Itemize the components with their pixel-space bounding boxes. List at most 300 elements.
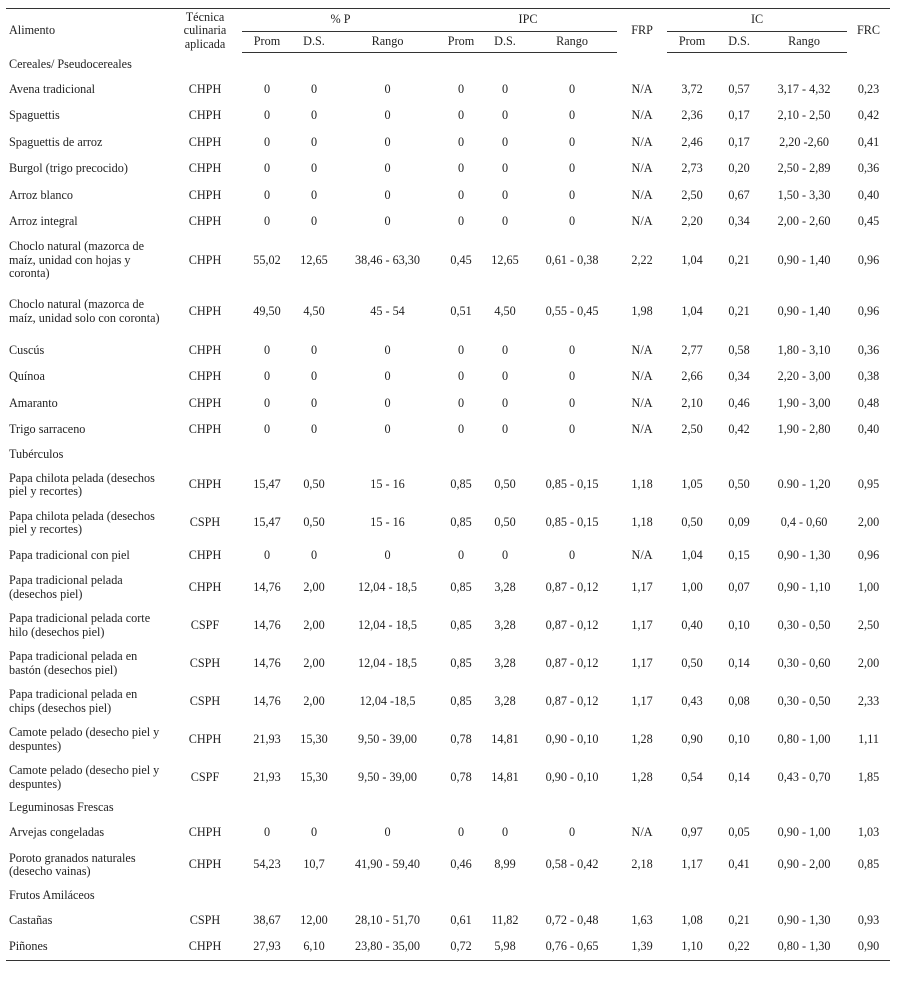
- cell-ipc-prom: 0: [457, 547, 465, 562]
- cell-p-rango: 28,10 - 51,70: [355, 912, 420, 927]
- table-row: [6, 721, 890, 759]
- cell-p-prom: 0: [263, 81, 271, 96]
- cell-ipc-prom: 0,72: [439, 934, 483, 961]
- cell-alimento: Cuscús: [9, 342, 45, 357]
- cell-ipc-ds: 0: [501, 134, 509, 149]
- cell-frp: N/A: [631, 395, 653, 410]
- cell-ipc-ds: 12,65: [491, 252, 519, 267]
- cell-p-rango: 9,50 - 39,00: [358, 769, 417, 784]
- header-ipc-rango: Rango: [527, 32, 617, 53]
- cell-ic-prom: 2,50: [681, 422, 703, 436]
- cell-ipc-prom: 0,45: [450, 252, 472, 267]
- cell-ipc-ds: 0: [501, 825, 509, 839]
- cell-frp: N/A: [631, 214, 653, 228]
- cell-ic-ds: 0,57: [728, 81, 750, 96]
- cell-ic-rango: 2,00 - 2,60: [777, 214, 831, 228]
- cell-p-prom: 0: [263, 161, 271, 175]
- cell-tecnica: CSPH: [189, 693, 221, 708]
- cell-ic-ds: 0,10: [728, 731, 750, 746]
- cell-ic-rango: 0,30 - 0,50: [777, 693, 831, 708]
- table-row: [6, 820, 890, 847]
- cell-frp: N/A: [631, 342, 653, 357]
- cell-p-prom: 14,76: [253, 617, 281, 632]
- header-ipc-prom: Prom: [439, 32, 483, 53]
- cell-p-ds: 4,50: [303, 303, 325, 318]
- cell-ipc-rango: 0: [568, 108, 576, 122]
- cell-p-ds: 2,00: [303, 693, 325, 708]
- cell-p-prom: 0: [263, 422, 271, 436]
- cell-ic-prom: 2,36: [681, 108, 703, 122]
- cell-frp: 1,28: [631, 769, 653, 784]
- cell-frc: 1,00: [857, 579, 880, 594]
- cell-tecnica: CHPH: [188, 395, 222, 410]
- cell-ipc-rango: 0: [568, 81, 576, 96]
- cell-ipc-prom: 0: [457, 395, 465, 410]
- cell-frp: 1,18: [631, 515, 653, 530]
- cell-p-prom: 15,47: [253, 515, 281, 530]
- cell-p-prom: 0: [263, 108, 271, 122]
- cell-alimento: Amaranto: [9, 395, 58, 410]
- table-row: [6, 683, 890, 721]
- cell-tecnica: CHPH: [188, 477, 222, 492]
- cell-tecnica: CHPH: [188, 857, 222, 872]
- cell-frc: 0,40: [857, 422, 880, 436]
- cell-tecnica: CSPH: [189, 655, 221, 670]
- cell-tecnica: CSPH: [189, 912, 221, 927]
- cell-ipc-ds: 3,28: [494, 693, 516, 708]
- cell-ic-rango: 0,80 - 1,00: [777, 731, 831, 746]
- cell-tecnica: CHPH: [188, 342, 222, 357]
- cell-ipc-rango: 0: [568, 161, 576, 175]
- table-header: [6, 9, 890, 53]
- cell-p-rango: 0: [384, 187, 391, 202]
- header-alimento: Alimento: [6, 9, 168, 53]
- cell-alimento: Camote pelado (desecho piel y despuntes): [9, 725, 160, 753]
- cell-ic-ds: 0,17: [728, 108, 750, 122]
- cell-frc: 0,96: [857, 303, 880, 318]
- header-p: % P: [242, 9, 439, 32]
- cell-ipc-prom: 0,85: [450, 579, 472, 594]
- cell-tecnica: CHPH: [188, 369, 222, 383]
- cell-frp: N/A: [631, 547, 653, 562]
- cell-ic-ds: 0,22: [717, 934, 761, 961]
- cell-ipc-prom: 0: [457, 81, 465, 96]
- cell-ipc-rango: 0,58 - 0,42: [545, 857, 599, 872]
- cell-tecnica: CSPH: [189, 515, 221, 530]
- cell-ipc-ds: 11,82: [491, 912, 519, 927]
- cell-frp: 1,17: [631, 693, 653, 708]
- cell-ipc-ds: 0: [501, 342, 509, 357]
- cell-p-rango: 12,04 - 18,5: [358, 617, 417, 632]
- cell-ic-ds: 0,14: [728, 769, 750, 784]
- cell-ipc-ds: 0,50: [494, 477, 516, 492]
- cell-ipc-prom: 0,46: [450, 857, 472, 872]
- cell-p-ds: 0: [310, 395, 318, 410]
- cell-frc: 0,36: [857, 342, 880, 357]
- cell-alimento: Papa chilota pelada (desechos piel y recortes): [9, 508, 155, 536]
- cell-ic-rango: 0,30 - 0,60: [777, 655, 831, 670]
- table-row: [6, 466, 890, 504]
- cell-frc: 1,03: [857, 825, 880, 839]
- header-ipc-ds: D.S.: [483, 32, 527, 53]
- cell-ipc-prom: 0,85: [450, 655, 472, 670]
- table-row: [6, 759, 890, 797]
- cell-frc: 0,36: [857, 161, 880, 175]
- cell-p-prom: 0: [263, 342, 271, 357]
- cell-ipc-prom: 0,78: [450, 769, 472, 784]
- cell-ipc-prom: 0: [457, 342, 465, 357]
- cell-p-ds: 0,50: [303, 477, 325, 492]
- cell-ic-rango: 1,80 - 3,10: [777, 342, 831, 357]
- table-row: [6, 846, 890, 884]
- cell-ic-rango: 0,4 - 0,60: [780, 515, 828, 530]
- cell-ipc-prom: 0,51: [450, 303, 472, 318]
- cell-ic-prom: 1,04: [681, 547, 703, 562]
- cell-ipc-prom: 0,85: [450, 617, 472, 632]
- cell-p-rango: 0: [384, 422, 391, 436]
- cell-p-prom: 27,93: [242, 934, 292, 961]
- cell-frc: 1,11: [858, 731, 879, 746]
- cell-p-prom: 14,76: [253, 693, 281, 708]
- cell-p-ds: 0: [310, 825, 318, 839]
- cell-frc: 0,41: [857, 134, 880, 149]
- cell-ic-rango: 1,90 - 3,00: [777, 395, 831, 410]
- cell-p-ds: 0: [310, 187, 318, 202]
- cell-p-ds: 0: [310, 161, 318, 175]
- cell-ipc-ds: 0: [501, 547, 509, 562]
- cell-ic-ds: 0,08: [728, 693, 750, 708]
- cell-p-ds: 0: [310, 342, 318, 357]
- cell-ic-prom: 2,50: [681, 187, 703, 202]
- cell-ipc-ds: 8,99: [494, 857, 516, 872]
- cell-p-ds: 0: [310, 134, 318, 149]
- cell-p-ds: 0: [310, 369, 318, 383]
- cell-p-rango: 0: [384, 369, 391, 383]
- table-row: [6, 504, 890, 542]
- cell-p-prom: 21,93: [253, 769, 281, 784]
- cell-alimento: Choclo natural (mazorca de maíz, unidad con hojas y coronta): [9, 239, 145, 281]
- cell-ic-rango: 0,90 - 1,40: [777, 252, 831, 267]
- cell-p-ds: 12,65: [300, 252, 328, 267]
- cell-frp: N/A: [631, 825, 653, 839]
- cell-ic-prom: 0,40: [681, 617, 703, 632]
- cell-ic-ds: 0,10: [728, 617, 750, 632]
- cell-alimento: Arroz integral: [9, 214, 78, 228]
- header-p-ds: D.S.: [292, 32, 336, 53]
- cell-ic-rango: 0,43 - 0,70: [777, 769, 831, 784]
- cell-ic-prom: 3,72: [681, 81, 703, 96]
- cell-p-prom: 54,23: [253, 857, 281, 872]
- cell-ic-ds: 0,67: [728, 187, 750, 202]
- cell-tecnica: CHPH: [188, 825, 222, 839]
- cell-p-rango: 0: [384, 342, 391, 357]
- cell-ipc-prom: 0: [457, 214, 465, 228]
- header-ic-ds: D.S.: [717, 32, 761, 53]
- cell-ic-ds: 0,50: [728, 477, 750, 492]
- table-row: [6, 390, 890, 417]
- cell-ipc-ds: 0: [501, 369, 509, 383]
- table-row: [6, 364, 890, 391]
- cell-ipc-prom: 0,85: [450, 693, 472, 708]
- cell-ipc-rango: 0,87 - 0,12: [545, 693, 599, 708]
- cell-p-prom: 49,50: [253, 303, 281, 318]
- cell-ic-prom: 0,90: [681, 731, 703, 746]
- cell-p-ds: 0: [310, 108, 318, 122]
- cell-p-prom: 21,93: [253, 731, 281, 746]
- cell-alimento: Avena tradicional: [9, 81, 96, 96]
- cell-frp: 1,98: [631, 303, 653, 318]
- cell-ipc-prom: 0,85: [450, 477, 472, 492]
- table-row: [6, 417, 890, 444]
- cell-p-rango: 12,04 -18,5: [359, 693, 416, 708]
- cell-tecnica: CHPH: [188, 252, 222, 267]
- cell-ic-ds: 0,41: [728, 857, 750, 872]
- cell-ipc-ds: 0: [501, 395, 509, 410]
- cell-tecnica: CHPH: [188, 214, 222, 228]
- cell-p-rango: 0: [384, 825, 391, 839]
- cell-ic-prom: 1,00: [681, 579, 703, 594]
- cell-ipc-prom: 0: [457, 108, 465, 122]
- cell-frp: 2,22: [631, 252, 653, 267]
- cell-p-prom: 55,02: [253, 252, 281, 267]
- cell-ic-ds: 0,15: [728, 547, 750, 562]
- cell-alimento: Choclo natural (mazorca de maíz, unidad solo con coronta): [9, 297, 160, 325]
- cell-ipc-ds: 0: [501, 161, 509, 175]
- table-row: [6, 209, 890, 236]
- cell-ic-prom: 2,66: [681, 369, 703, 383]
- cell-ipc-rango: 0,87 - 0,12: [545, 655, 599, 670]
- cell-frc: 2,50: [857, 617, 880, 632]
- section-title: Leguminosas Frescas: [9, 800, 114, 815]
- cell-p-rango: 0: [384, 214, 391, 228]
- cell-tecnica: CSPF: [190, 617, 220, 632]
- cell-p-ds: 0: [310, 547, 318, 562]
- cell-p-ds: 6,10: [292, 934, 336, 961]
- cell-ipc-prom: 0: [457, 422, 465, 436]
- cell-ipc-ds: 0: [501, 214, 509, 228]
- cell-ipc-ds: 4,50: [494, 303, 516, 318]
- cell-tecnica: CHPH: [168, 934, 242, 961]
- cell-frp: 1,17: [631, 655, 653, 670]
- cell-frp: N/A: [631, 81, 653, 96]
- cell-p-ds: 15,30: [300, 769, 328, 784]
- cell-ic-rango: 0,90 - 1,30: [777, 547, 831, 562]
- cell-ipc-rango: 0,72 - 0,48: [545, 912, 599, 927]
- cell-ipc-rango: 0,87 - 0,12: [545, 617, 599, 632]
- cell-ic-prom: 0,50: [681, 515, 703, 530]
- cell-ipc-ds: 0: [501, 81, 509, 96]
- cell-ic-ds: 0,46: [728, 395, 750, 410]
- cell-alimento: Arvejas congeladas: [9, 825, 105, 839]
- cell-ic-ds: 0,34: [728, 214, 750, 228]
- cell-ipc-rango: 0: [568, 187, 576, 202]
- cell-p-ds: 0: [310, 422, 318, 436]
- cell-ic-rango: 2,20 -2,60: [779, 134, 829, 149]
- cell-p-rango: 9,50 - 39,00: [358, 731, 417, 746]
- cell-frp: N/A: [631, 108, 653, 122]
- cell-ipc-ds: 14,81: [491, 731, 519, 746]
- header-ic-prom: Prom: [667, 32, 717, 53]
- cell-ipc-ds: 3,28: [494, 617, 516, 632]
- cell-frc: 0,48: [857, 395, 880, 410]
- section-title: Cereales/ Pseudocereales: [9, 56, 132, 71]
- cell-ic-rango: 3,17 - 4,32: [777, 81, 831, 96]
- cell-ic-prom: 2,46: [681, 134, 703, 149]
- cell-tecnica: CHPH: [188, 134, 222, 149]
- cell-frc: 0,96: [857, 252, 880, 267]
- cell-p-rango: 0: [384, 547, 391, 562]
- cell-ipc-ds: 0: [501, 108, 509, 122]
- header-p-rango: Rango: [336, 32, 439, 53]
- cell-p-ds: 0,50: [303, 515, 325, 530]
- section-title: Tubérculos: [9, 446, 64, 461]
- cell-p-rango: 41,90 - 59,40: [355, 857, 420, 872]
- cell-ic-prom: 2,10: [681, 395, 703, 410]
- section-header-row: [6, 797, 890, 820]
- cell-alimento: Burgol (trigo precocido): [9, 161, 128, 175]
- header-frc: FRC: [847, 9, 890, 53]
- cell-alimento: Papa tradicional pelada corte hilo (desechos piel): [9, 611, 151, 639]
- cell-p-prom: 0: [263, 547, 271, 562]
- cell-ipc-prom: 0: [457, 825, 465, 839]
- cell-frc: 0,85: [857, 857, 880, 872]
- cell-tecnica: CHPH: [188, 81, 222, 96]
- header-ipc: IPC: [439, 9, 617, 32]
- cell-alimento: Spaguettis: [9, 108, 60, 122]
- cell-p-rango: 0: [384, 395, 391, 410]
- cell-p-rango: 0: [384, 108, 391, 122]
- cell-ic-ds: 0,09: [728, 515, 750, 530]
- cell-p-prom: 14,76: [253, 655, 281, 670]
- cell-tecnica: CHPH: [188, 161, 222, 175]
- cell-p-ds: 10,7: [303, 857, 325, 872]
- cell-alimento: Papa tradicional pelada (desechos piel): [9, 573, 123, 601]
- cell-p-rango: 0: [384, 81, 391, 96]
- header-frp: FRP: [617, 9, 667, 53]
- cell-frc: 0,96: [857, 547, 880, 562]
- table-row: [6, 542, 890, 569]
- cell-ic-rango: 2,50 - 2,89: [777, 161, 831, 175]
- cell-p-prom: 0: [263, 395, 271, 410]
- cell-alimento: Papa chilota pelada (desechos piel y recortes): [9, 470, 155, 498]
- section-header-row: [6, 53, 890, 77]
- cell-ic-rango: 1,90 - 2,80: [777, 422, 831, 436]
- cell-frp: 1,18: [631, 477, 653, 492]
- cell-ic-prom: 2,77: [681, 342, 703, 357]
- cell-alimento: Papa tradicional pelada en chips (desechos piel): [9, 687, 138, 715]
- table-row: [6, 607, 890, 645]
- cell-p-prom: 0: [263, 214, 271, 228]
- cell-ic-ds: 0,21: [728, 912, 750, 927]
- table-body: [6, 53, 890, 961]
- cell-ipc-rango: 0,85 - 0,15: [545, 515, 599, 530]
- cell-ic-rango: 0,90 - 2,00: [777, 857, 831, 872]
- cell-ic-rango: 2,20 - 3,00: [777, 369, 831, 383]
- cell-p-rango: 0: [384, 161, 391, 175]
- header-p-prom: Prom: [242, 32, 292, 53]
- cell-p-ds: 2,00: [303, 579, 325, 594]
- cell-frc: 2,00: [857, 655, 880, 670]
- cell-alimento: Papa tradicional pelada en bastón (desechos piel): [9, 649, 138, 677]
- cell-ipc-rango: 0: [568, 395, 576, 410]
- table-row: [6, 934, 890, 961]
- cell-ic-prom: 1,17: [681, 857, 703, 872]
- cell-ic-ds: 0,21: [728, 252, 750, 267]
- cell-ic-rango: 0,90 - 1,00: [777, 825, 831, 839]
- cell-p-rango: 38,46 - 63,30: [355, 252, 420, 267]
- cell-ipc-rango: 0: [568, 134, 576, 149]
- cell-alimento: Spaguettis de arroz: [9, 134, 103, 149]
- cell-ipc-rango: 0: [568, 369, 576, 383]
- cell-ic-prom: 0,54: [681, 769, 703, 784]
- cell-ipc-rango: 0,90 - 0,10: [545, 731, 599, 746]
- cell-ic-prom: 0,43: [681, 693, 703, 708]
- table-row: [6, 337, 890, 364]
- cell-ic-ds: 0,17: [728, 134, 750, 149]
- cell-p-prom: 0: [263, 369, 271, 383]
- cell-p-rango: 45 - 54: [370, 303, 405, 318]
- cell-ipc-rango: 0: [568, 547, 576, 562]
- cell-p-ds: 12,00: [300, 912, 328, 927]
- table-row: [6, 569, 890, 607]
- cell-frp: N/A: [631, 161, 653, 175]
- cell-frc: 0,90: [847, 934, 890, 961]
- cell-ipc-prom: 0: [457, 161, 465, 175]
- cell-alimento: Papa tradicional con piel: [9, 547, 130, 562]
- cell-ipc-prom: 0: [457, 187, 465, 202]
- cell-ic-prom: 2,20: [681, 214, 703, 228]
- cell-ipc-rango: 0: [568, 825, 576, 839]
- cell-ic-ds: 0,21: [728, 303, 750, 318]
- cell-alimento: Arroz blanco: [9, 187, 73, 202]
- cell-ipc-rango: 0,76 - 0,65: [527, 934, 617, 961]
- cell-ipc-prom: 0,85: [450, 515, 472, 530]
- table-row: [6, 645, 890, 683]
- cell-p-prom: 14,76: [253, 579, 281, 594]
- cell-ic-prom: 1,04: [681, 252, 703, 267]
- cell-ic-ds: 0,58: [728, 342, 750, 357]
- cell-ipc-rango: 0: [568, 214, 576, 228]
- cell-ic-rango: 0,90 - 1,10: [777, 579, 831, 594]
- cell-frp: N/A: [631, 134, 653, 149]
- cell-frc: 0,38: [857, 369, 880, 383]
- cell-p-rango: 15 - 16: [370, 477, 405, 492]
- cell-ic-ds: 0,34: [728, 369, 750, 383]
- cell-ipc-prom: 0,78: [450, 731, 472, 746]
- cell-tecnica: CHPH: [188, 731, 222, 746]
- cell-ic-rango: 0,90 - 1,30: [777, 912, 831, 927]
- cell-ic-rango: 2,10 - 2,50: [777, 108, 831, 122]
- cell-ic-prom: 1,04: [681, 303, 703, 318]
- table-row: [6, 76, 890, 103]
- cell-ic-prom: 0,97: [681, 825, 703, 839]
- cell-ic-prom: 1,08: [681, 912, 703, 927]
- header-tecnica: Técnica culinaria aplicada: [168, 9, 242, 53]
- data-table: [6, 8, 890, 961]
- cell-frc: 1,85: [857, 769, 880, 784]
- cell-frc: 0,45: [857, 214, 880, 228]
- cell-p-ds: 0: [310, 81, 318, 96]
- cell-ic-rango: 0,90 - 1,40: [777, 303, 831, 318]
- cell-p-rango: 12,04 - 18,5: [358, 579, 417, 594]
- cell-ipc-prom: 0: [457, 369, 465, 383]
- cell-p-prom: 38,67: [253, 912, 281, 927]
- cell-ipc-rango: 0,61 - 0,38: [545, 252, 599, 267]
- cell-p-ds: 2,00: [303, 617, 325, 632]
- cell-tecnica: CSPF: [190, 769, 220, 784]
- cell-alimento: Camote pelado (desecho piel y despuntes): [9, 763, 160, 791]
- table-row: [6, 129, 890, 156]
